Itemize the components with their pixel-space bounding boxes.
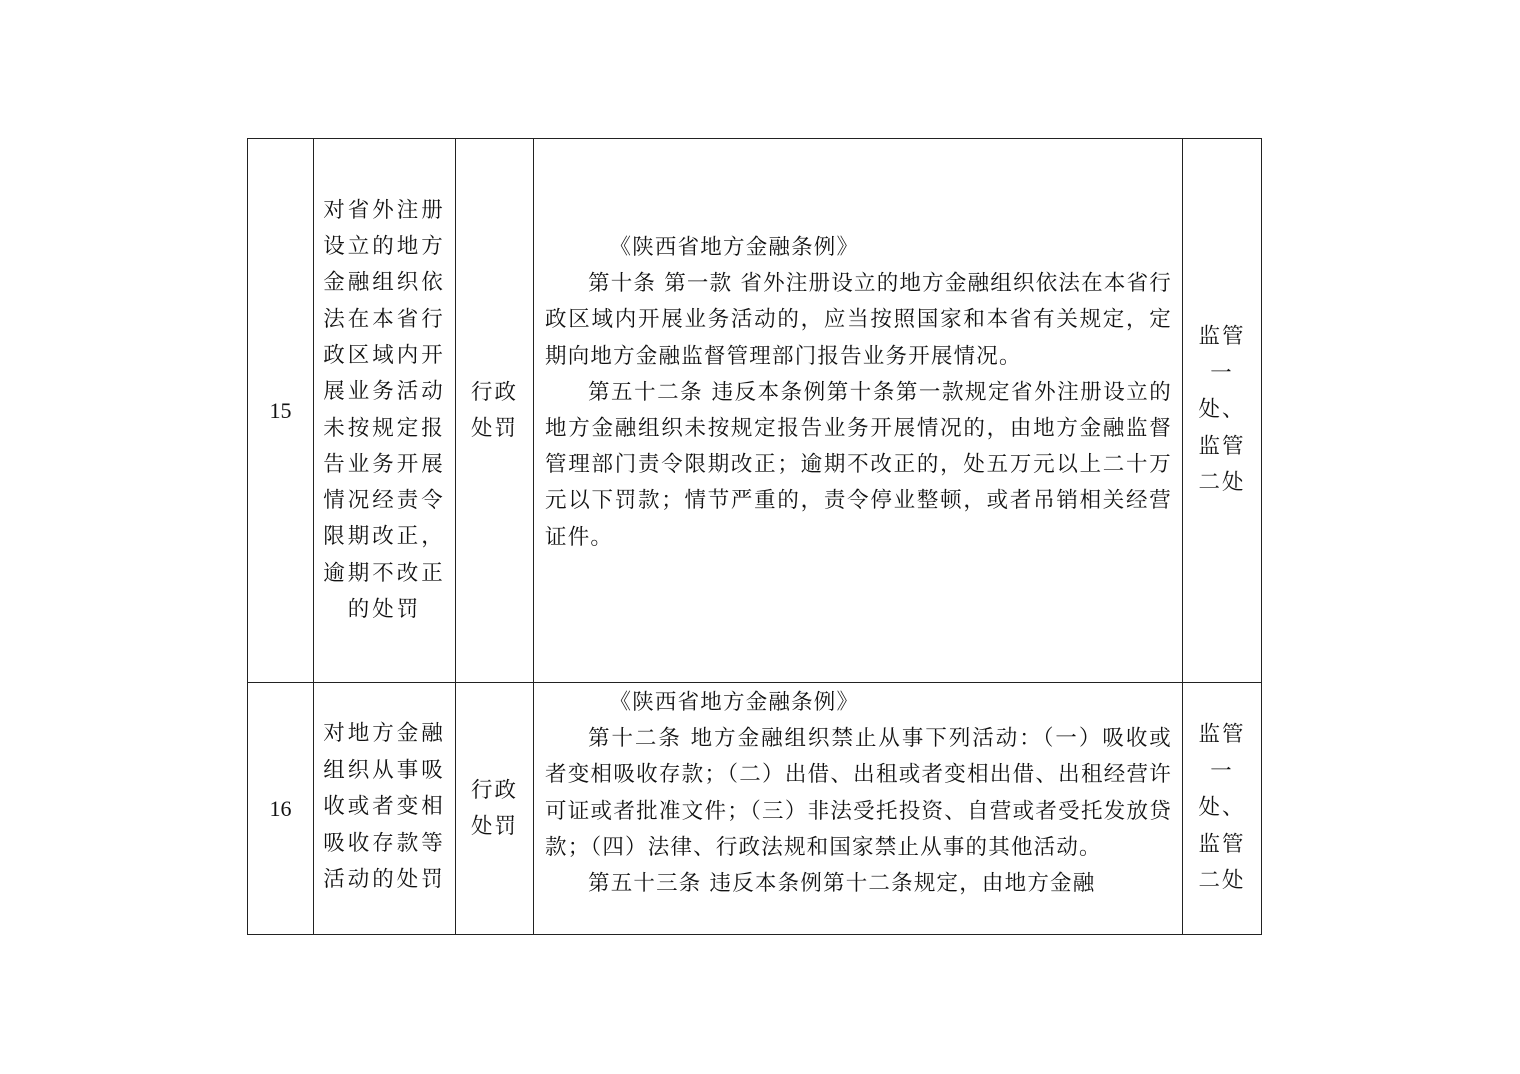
legal-basis-cell — [534, 139, 1183, 682]
department-cell — [1183, 139, 1261, 682]
item-description: 对省外注册设立的地方金融组织依法在本省行政区域内开展业务活动未按规定报告业务开展情况经责令限期改正，逾期不改正的处罚 — [323, 197, 446, 622]
row-number: 16 — [269, 795, 292, 821]
item-cell — [314, 139, 456, 682]
row-number-cell — [248, 683, 314, 934]
legal-basis-paragraph: 第五十三条 违反本条例第十二条规定，由地方金融 — [588, 871, 1096, 897]
legal-basis-cell — [534, 683, 1183, 934]
regulation-table — [247, 138, 1262, 935]
legal-basis-paragraph: 第五十二条 违反本条例第十条第一款规定省外注册设立的地方金融组织未按规定报告业务开展情况的，由地方金融监督管理部门责令限期改正；逾期不改正的，处五万元以上二十万元以下罚款；情节严重的，责令停业整顿，或者吊销相关经营证件。 — [545, 379, 1172, 550]
department-cell — [1183, 683, 1261, 934]
table-row — [248, 683, 1261, 934]
responsible-department: 监管一处、监管二处 — [1198, 324, 1246, 496]
legal-basis-title: 《陕西省地方金融条例》 — [609, 235, 860, 260]
item-cell — [314, 683, 456, 934]
item-description: 对地方金融组织从事吸收或者变相吸收存款等活动的处罚 — [323, 721, 446, 893]
type-cell — [456, 139, 534, 682]
row-number-cell — [248, 139, 314, 682]
legal-basis-title: 《陕西省地方金融条例》 — [609, 690, 860, 715]
legal-basis-paragraph: 第十二条 地方金融组织禁止从事下列活动：（一）吸收或者变相吸收存款；（二）出借、出租或者变相出借、出租经营许可证或者批准文件；（三）非法受托投资、自营或者受托发放贷款；（四）法律、行政法规和国家禁止从事的其他活动。 — [545, 726, 1172, 860]
type-cell — [456, 683, 534, 934]
table-row — [248, 139, 1261, 683]
row-number: 15 — [269, 397, 292, 423]
legal-basis-paragraph: 第十条 第一款 省外注册设立的地方金融组织依法在本省行政区域内开展业务活动的，应当按照国家和本省有关规定，定期向地方金融监督管理部门报告业务开展情况。 — [545, 271, 1172, 369]
penalty-type: 行政处罚 — [470, 379, 518, 441]
responsible-department: 监管一处、监管二处 — [1198, 722, 1246, 894]
penalty-type: 行政处罚 — [470, 777, 518, 839]
